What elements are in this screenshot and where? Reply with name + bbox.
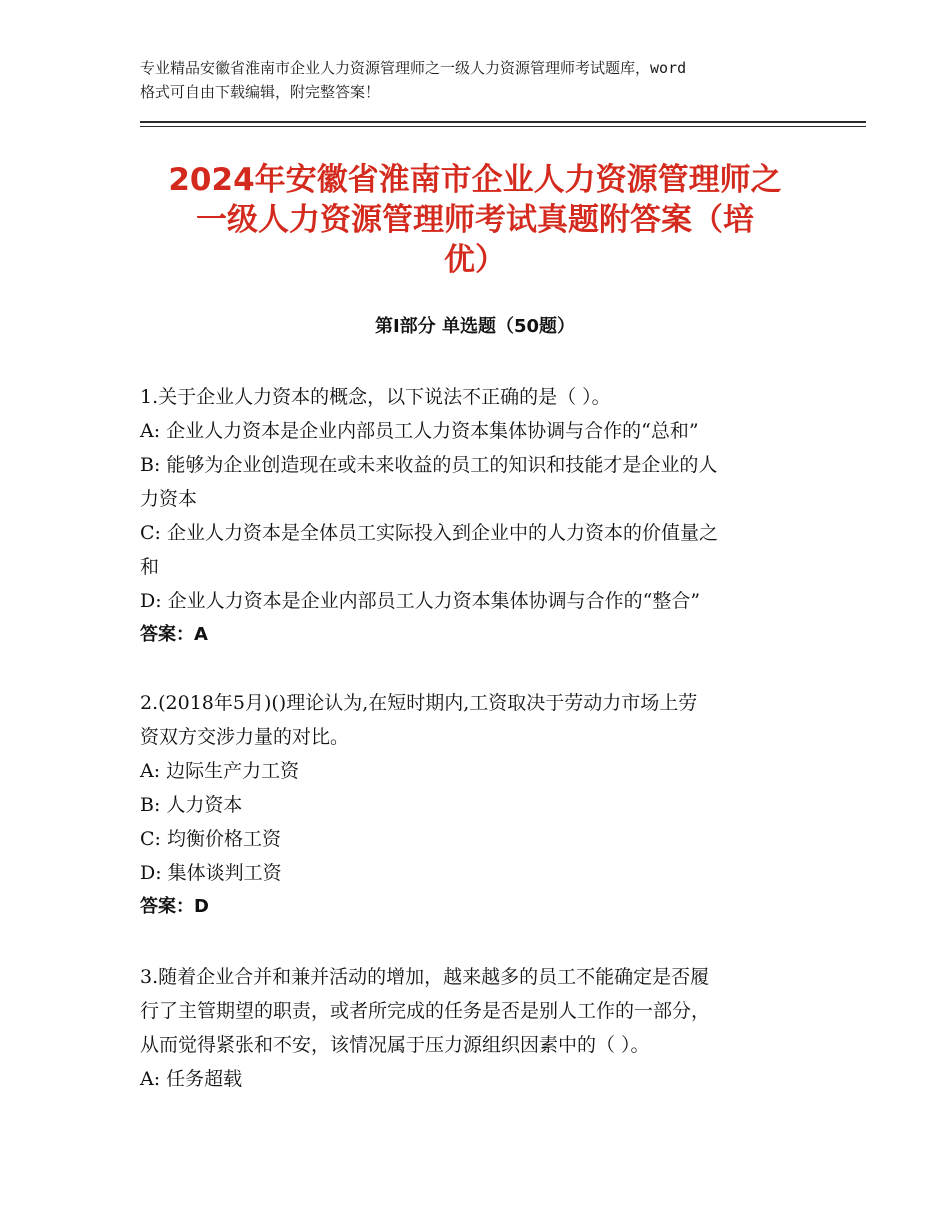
option-d: D: 集体谈判工资 xyxy=(140,862,282,884)
header-line-1: 专业精品安徽省淮南市企业人力资源管理师之一级人力资源管理师考试题库，word xyxy=(140,59,687,77)
option-b: B: 人力资本 xyxy=(140,794,243,816)
question-stem: 2.(2018年5月)()理论认为,在短时期内,工资取决于劳动力市场上劳 xyxy=(140,692,698,714)
option-a: A: 边际生产力工资 xyxy=(140,760,300,782)
question-stem: 3.随着企业合并和兼并活动的增加，越来越多的员工不能确定是否履 xyxy=(140,966,710,988)
title-line-3: 优） xyxy=(444,242,506,278)
header-divider-thick xyxy=(140,121,866,123)
header-divider-thin xyxy=(140,126,866,127)
title-line-2: 一级人力资源管理师考试真题附答案（培 xyxy=(196,202,754,238)
document-title xyxy=(140,160,810,280)
header-line-2: 格式可自由下载编辑，附完整答案！ xyxy=(140,83,381,101)
question-stem-continued: 从而觉得紧张和不安，该情况属于压力源组织因素中的（ ）。 xyxy=(140,1034,650,1056)
option-a: A: 任务超载 xyxy=(140,1068,243,1090)
option-d: D: 企业人力资本是企业内部员工人力资本集体协调与合作的“整合” xyxy=(140,590,701,612)
section-heading: 第Ⅰ部分 单选题（50题） xyxy=(374,316,575,337)
option-c-continued: 和 xyxy=(140,556,160,578)
option-c: C: 企业人力资本是全体员工实际投入到企业中的人力资本的价值量之 xyxy=(140,522,718,544)
title-line-1: 2024年安徽省淮南市企业人力资源管理师之 xyxy=(168,162,782,198)
question-3 xyxy=(140,960,810,1096)
answer-label: 答案：A xyxy=(140,624,208,645)
answer-label: 答案：D xyxy=(140,896,209,917)
question-2 xyxy=(140,686,810,924)
question-stem-continued: 资双方交涉力量的对比。 xyxy=(140,726,350,748)
option-a: A: 企业人力资本是企业内部员工人力资本集体协调与合作的“总和” xyxy=(140,420,699,442)
question-stem-continued: 行了主管期望的职责，或者所完成的任务是否是别人工作的一部分， xyxy=(140,1000,711,1022)
option-c: C: 均衡价格工资 xyxy=(140,828,281,850)
question-stem: 1.关于企业人力资本的概念，以下说法不正确的是（ ）。 xyxy=(140,386,611,408)
option-b: B: 能够为企业创造现在或未来收益的员工的知识和技能才是企业的人 xyxy=(140,454,718,476)
document-header xyxy=(140,56,830,104)
question-1 xyxy=(140,380,810,652)
option-b-continued: 力资本 xyxy=(140,488,198,510)
